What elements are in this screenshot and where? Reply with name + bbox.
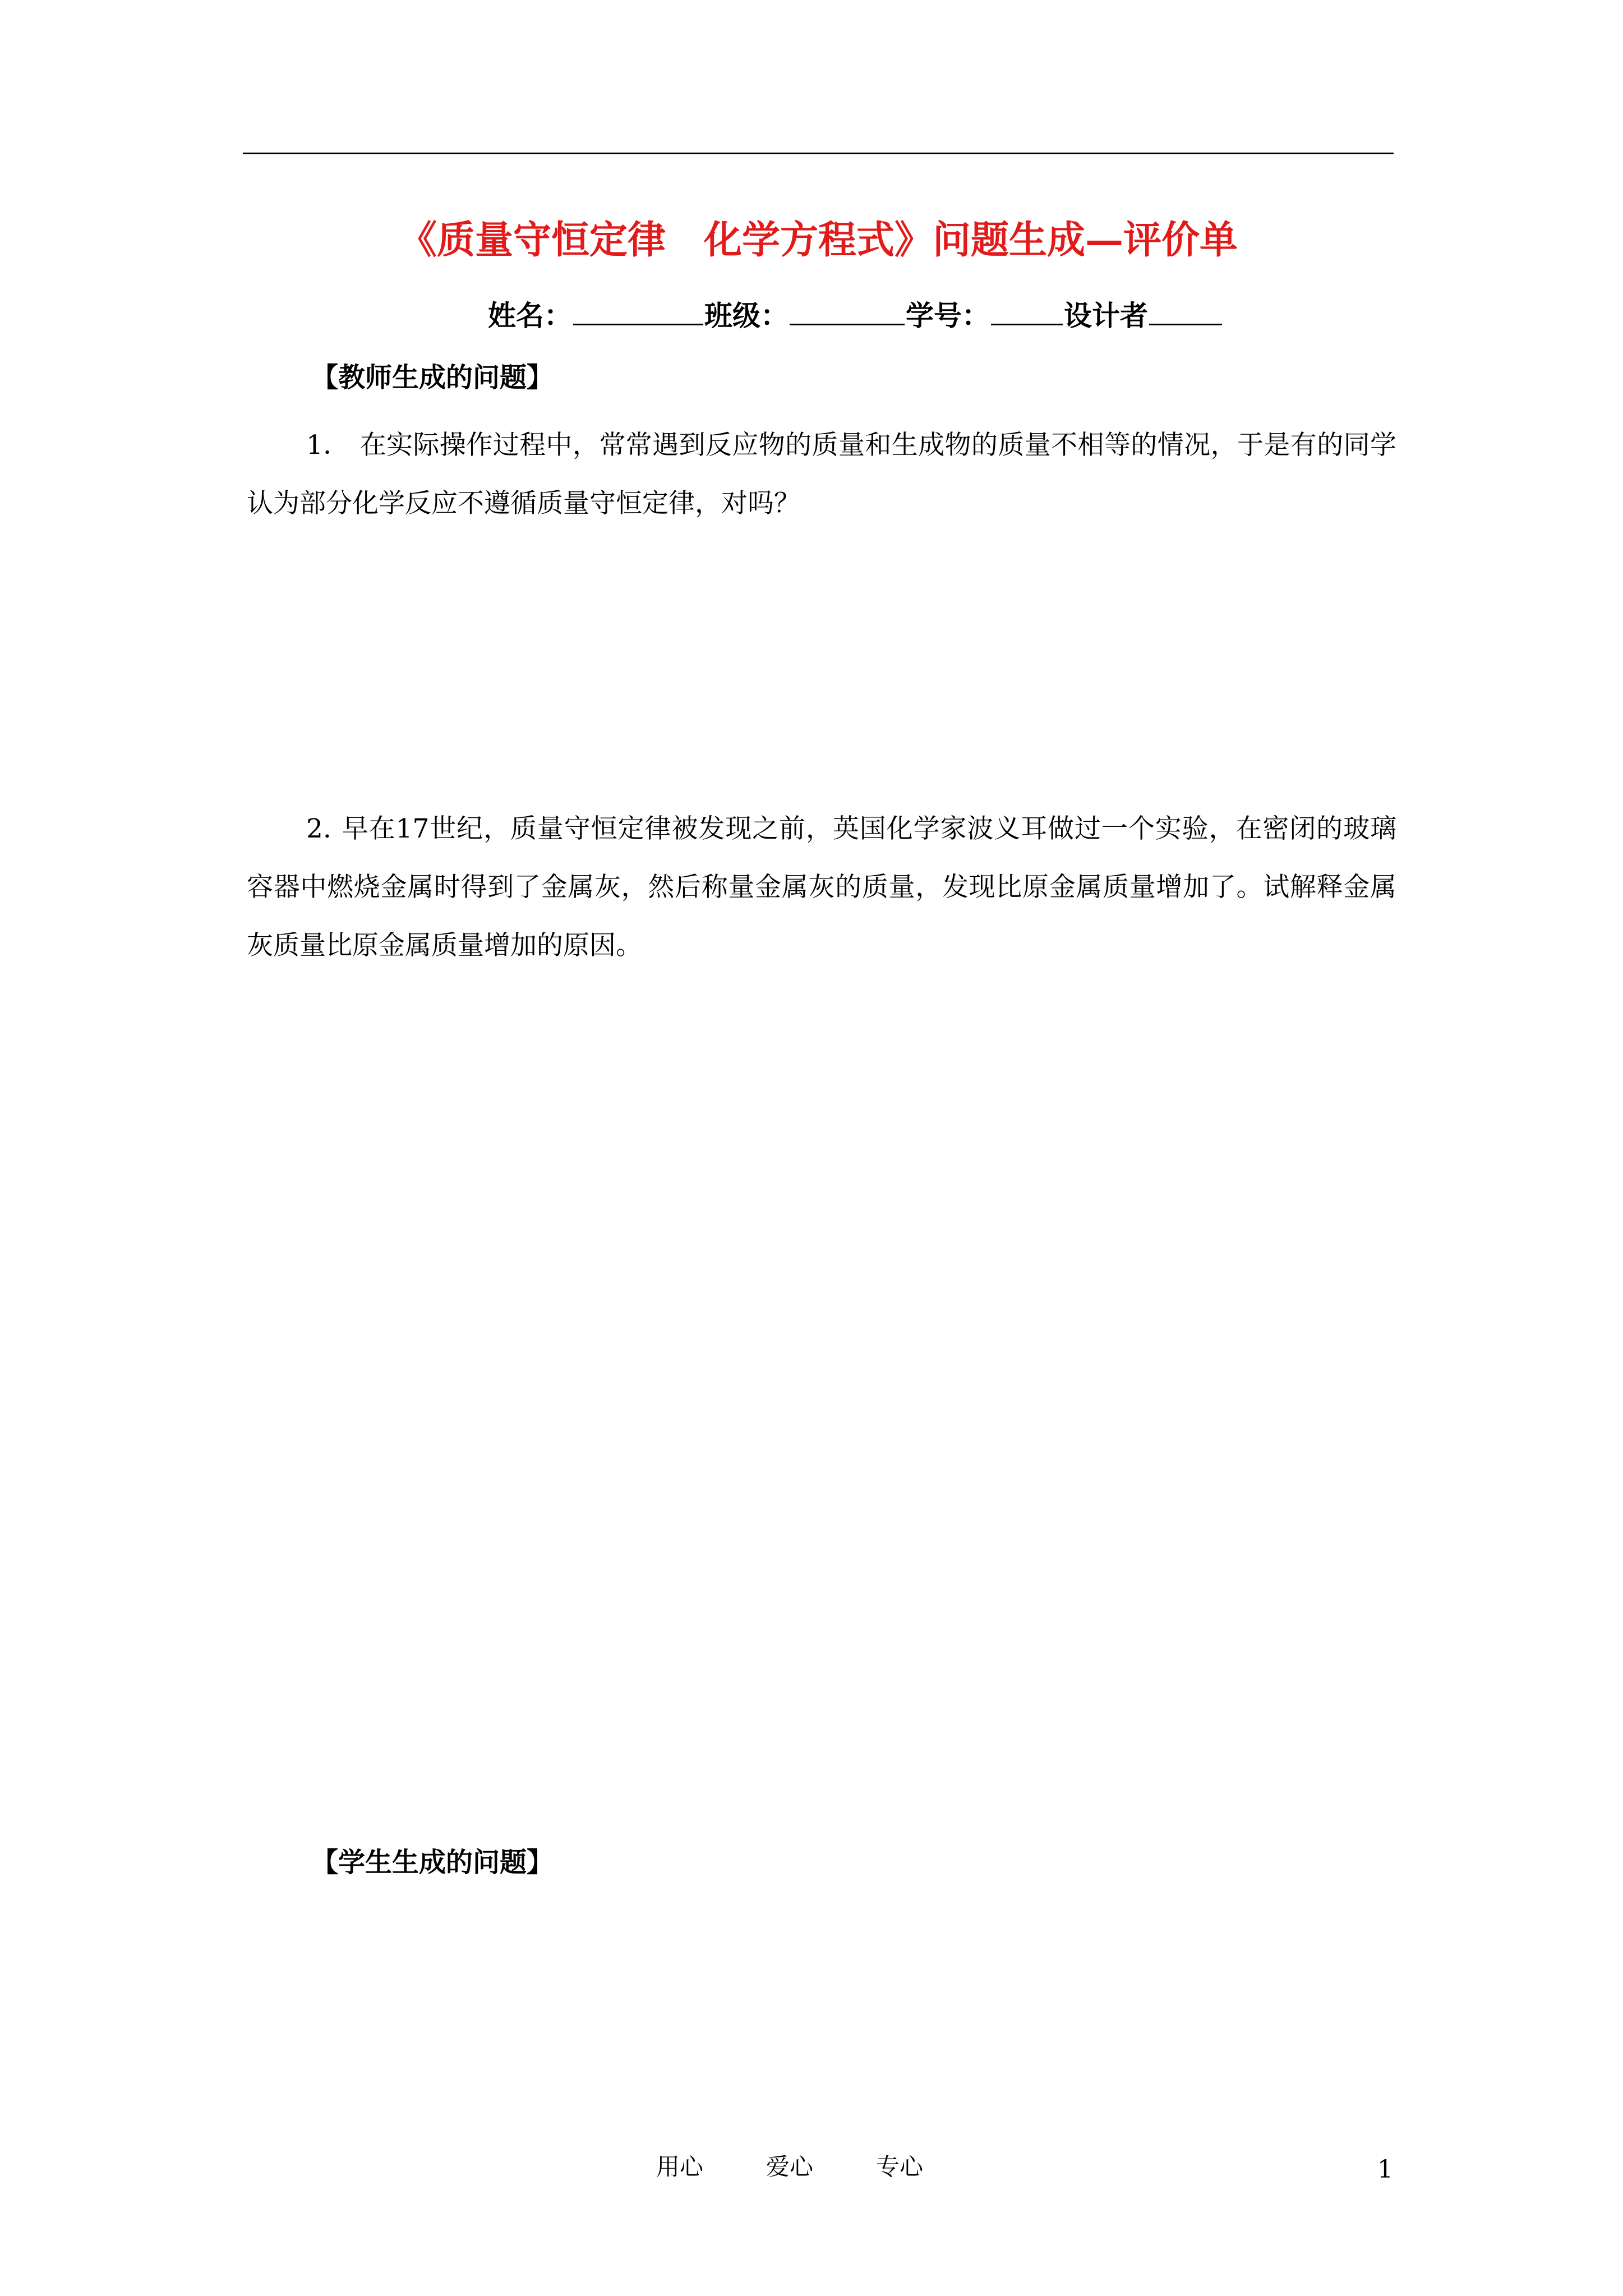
class-label: 班级： [704,299,789,332]
question-2 [247,800,1396,975]
student-number-blank[interactable] [991,301,1063,325]
teacher-questions-heading: 【教师生成的问题】 [311,362,554,393]
student-info-line [488,296,1223,335]
footer-motto: 专心 [876,2153,924,2180]
document-title: 《质量守恒定律 化学方程式》问题生成—评价单 [398,218,1238,263]
question-2-text: 早在17世纪，质量守恒定律被发现之前，英国化学家波义耳做过一个实验，在密闭的玻璃容器中燃烧金属时得到了金属灰，然后称量金属灰的质量，发现比原金属质量增加了。试解释金属灰质量比原金属质量增加的原因。 [247,813,1396,961]
question-1-number: 1． [306,430,350,461]
footer-mottos [656,2150,986,2184]
footer-motto: 用心 [656,2153,704,2180]
number-label: 学号： [906,299,990,332]
page-number: 1 [1377,2155,1393,2184]
designer-blank[interactable] [1149,301,1222,325]
designer-label: 设计者 [1064,299,1148,332]
name-blank[interactable] [573,301,703,325]
header-rule [243,153,1394,154]
question-2-number: 2. [306,813,331,844]
footer-motto: 爱心 [766,2153,814,2180]
class-blank[interactable] [790,301,905,325]
question-1-text: 在实际操作过程中，常常遇到反应物的质量和生成物的质量不相等的情况，于是有的同学认为部分化学反应不遵循质量守恒定律，对吗？ [247,430,1397,519]
question-1 [247,416,1396,533]
name-label: 姓名： [488,299,572,332]
student-questions-heading: 【学生生成的问题】 [311,1847,554,1878]
